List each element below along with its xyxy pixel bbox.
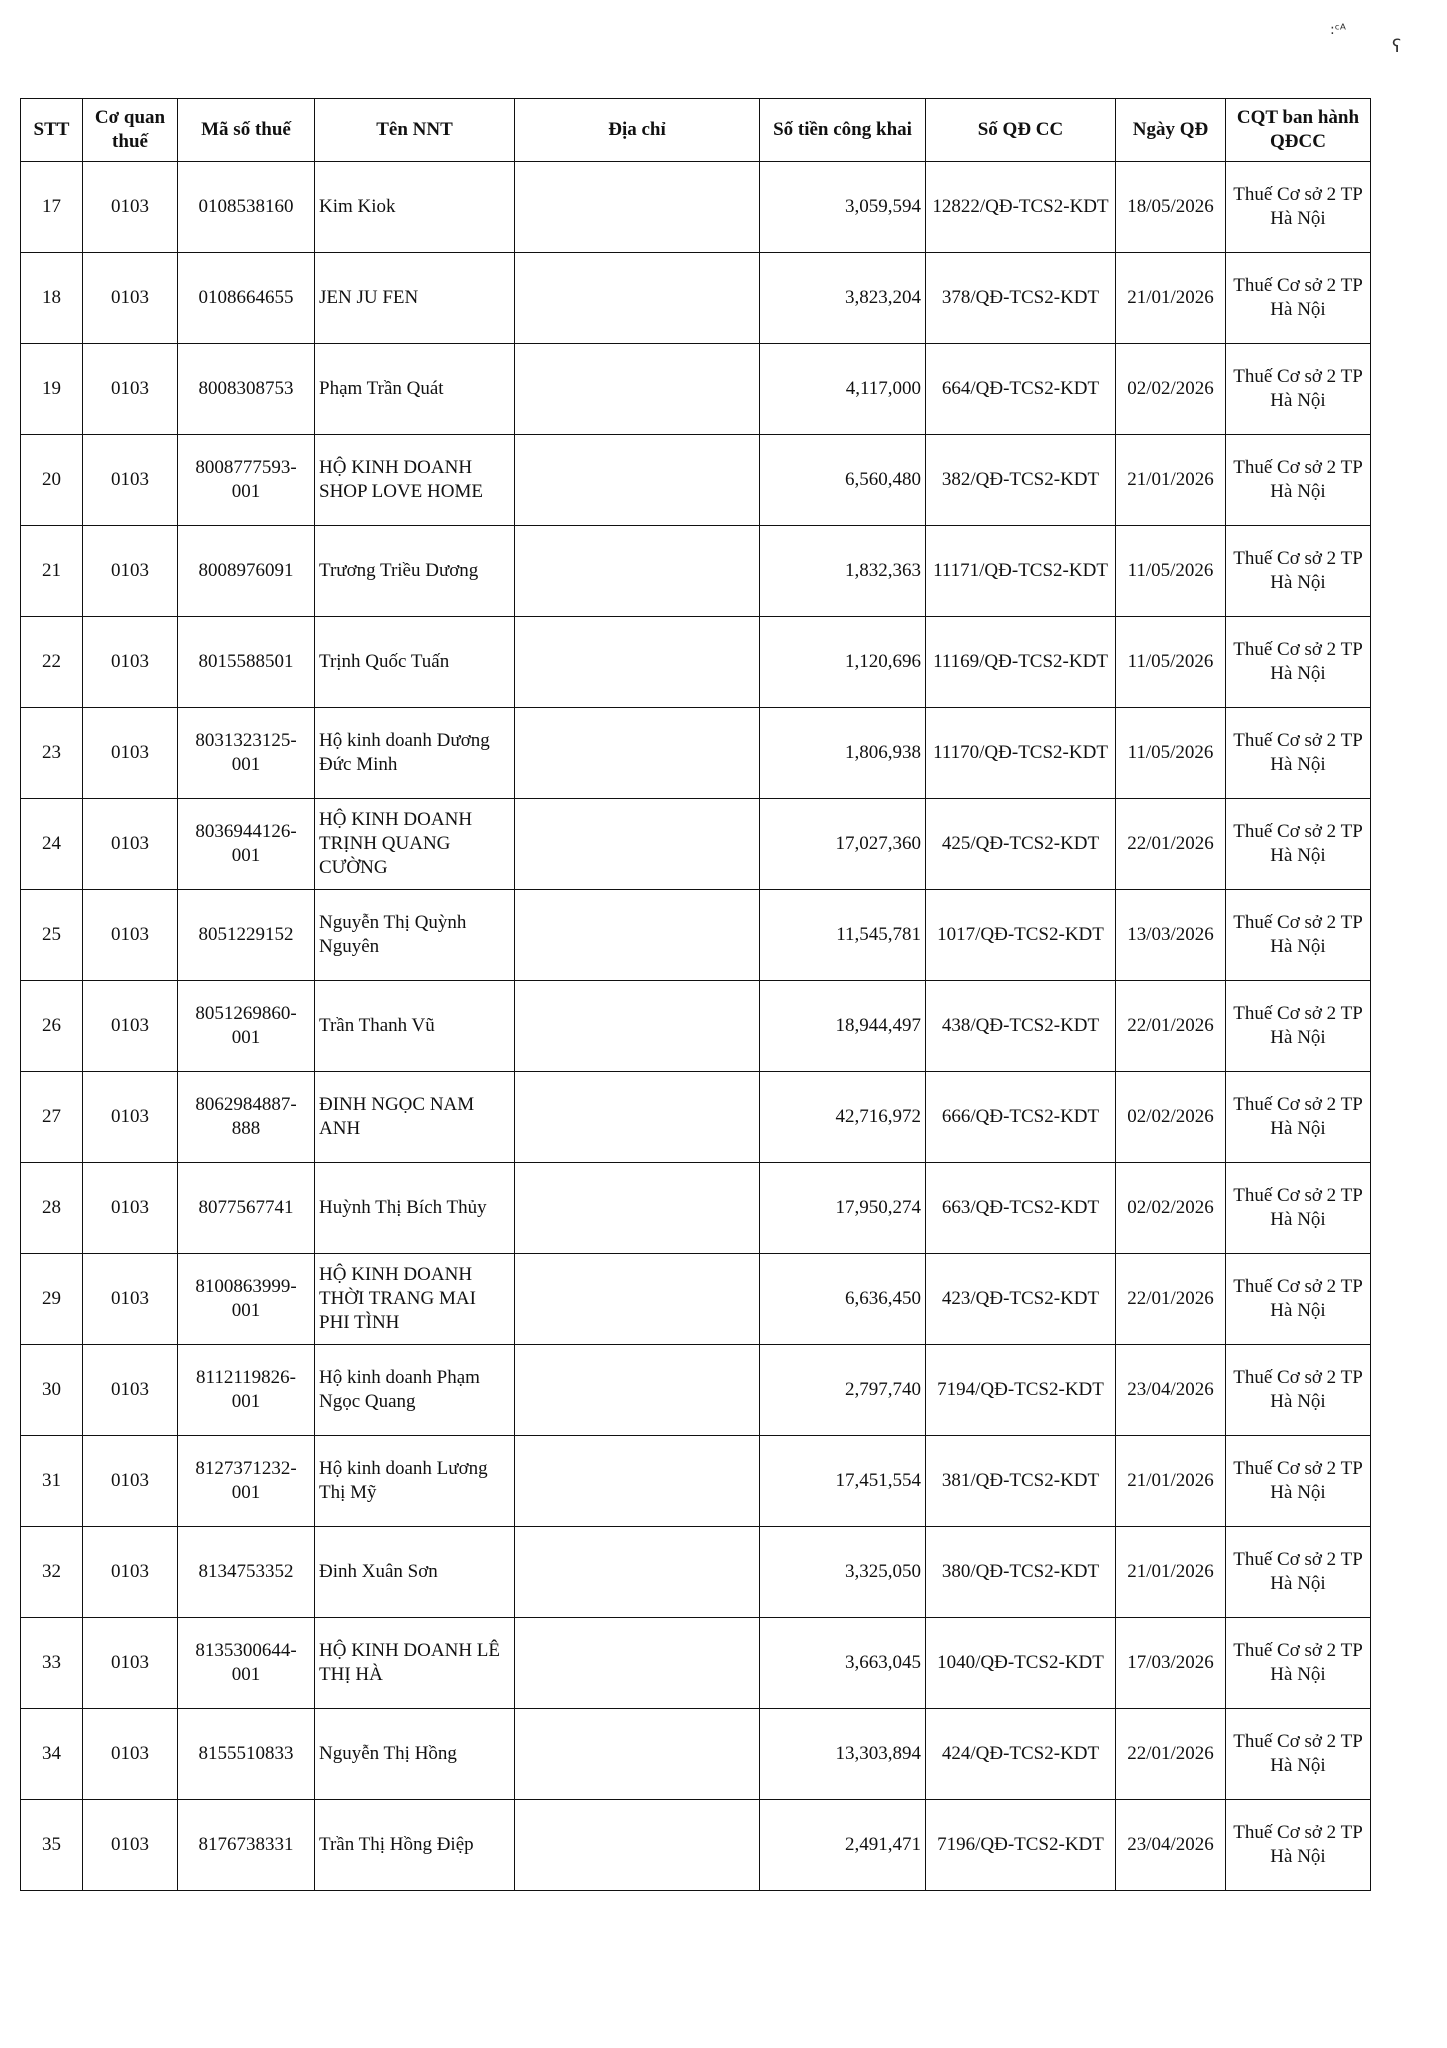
- cell-ten-nnt: Trần Thị Hồng Điệp: [315, 1800, 515, 1891]
- cell-stt: 34: [21, 1709, 83, 1800]
- cell-cqt: Thuế Cơ sở 2 TP Hà Nội: [1226, 1618, 1371, 1709]
- cell-co-quan-thue: 0103: [83, 617, 178, 708]
- table-row: [21, 344, 1371, 435]
- cell-ngay-qd: 17/03/2026: [1116, 1618, 1226, 1709]
- cell-so-qd: 7194/QĐ-TCS2-KDT: [926, 1345, 1116, 1436]
- cell-so-qd: 11171/QĐ-TCS2-KDT: [926, 526, 1116, 617]
- cell-stt: 20: [21, 435, 83, 526]
- cell-so-tien: 2,491,471: [760, 1800, 926, 1891]
- cell-co-quan-thue: 0103: [83, 435, 178, 526]
- cell-co-quan-thue: 0103: [83, 799, 178, 890]
- cell-so-tien: 3,823,204: [760, 253, 926, 344]
- cell-dia-chi: [515, 1800, 760, 1891]
- cell-cqt: Thuế Cơ sở 2 TP Hà Nội: [1226, 1527, 1371, 1618]
- cell-dia-chi: [515, 981, 760, 1072]
- cell-ten-nnt: Hộ kinh doanh Lương Thị Mỹ: [315, 1436, 515, 1527]
- table-row: [21, 890, 1371, 981]
- cell-so-tien: 3,059,594: [760, 162, 926, 253]
- cell-stt: 29: [21, 1254, 83, 1345]
- table-row: [21, 1436, 1371, 1527]
- cell-so-qd: 666/QĐ-TCS2-KDT: [926, 1072, 1116, 1163]
- cell-ngay-qd: 23/04/2026: [1116, 1800, 1226, 1891]
- cell-ten-nnt: Trần Thanh Vũ: [315, 981, 515, 1072]
- cell-so-qd: 425/QĐ-TCS2-KDT: [926, 799, 1116, 890]
- cell-co-quan-thue: 0103: [83, 1436, 178, 1527]
- cell-cqt: Thuế Cơ sở 2 TP Hà Nội: [1226, 253, 1371, 344]
- cell-ten-nnt: Hộ kinh doanh Dương Đức Minh: [315, 708, 515, 799]
- table-body: [21, 162, 1371, 1891]
- cell-ngay-qd: 22/01/2026: [1116, 981, 1226, 1072]
- cell-so-qd: 380/QĐ-TCS2-KDT: [926, 1527, 1116, 1618]
- cell-so-tien: 17,027,360: [760, 799, 926, 890]
- cell-ma-so-thue: 8008777593-001: [178, 435, 315, 526]
- table-row: [21, 253, 1371, 344]
- cell-dia-chi: [515, 1345, 760, 1436]
- cell-dia-chi: [515, 253, 760, 344]
- cell-ma-so-thue: 8100863999-001: [178, 1254, 315, 1345]
- cell-ten-nnt: HỘ KINH DOANH THỜI TRANG MAI PHI TÌNH: [315, 1254, 515, 1345]
- cell-cqt: Thuế Cơ sở 2 TP Hà Nội: [1226, 617, 1371, 708]
- header-row: [21, 99, 1371, 162]
- cell-cqt: Thuế Cơ sở 2 TP Hà Nội: [1226, 526, 1371, 617]
- cell-so-tien: 1,806,938: [760, 708, 926, 799]
- cell-ten-nnt: Trịnh Quốc Tuấn: [315, 617, 515, 708]
- cell-co-quan-thue: 0103: [83, 981, 178, 1072]
- cell-stt: 32: [21, 1527, 83, 1618]
- cell-co-quan-thue: 0103: [83, 708, 178, 799]
- cell-dia-chi: [515, 799, 760, 890]
- cell-ten-nnt: HỘ KINH DOANH LÊ THỊ HÀ: [315, 1618, 515, 1709]
- cell-ma-so-thue: 8036944126-001: [178, 799, 315, 890]
- cell-dia-chi: [515, 435, 760, 526]
- cell-dia-chi: [515, 344, 760, 435]
- cell-ngay-qd: 21/01/2026: [1116, 435, 1226, 526]
- col-so-tien: Số tiền công khai: [760, 99, 926, 162]
- cell-so-qd: 423/QĐ-TCS2-KDT: [926, 1254, 1116, 1345]
- cell-ma-so-thue: 8134753352: [178, 1527, 315, 1618]
- cell-ten-nnt: HỘ KINH DOANH SHOP LOVE HOME: [315, 435, 515, 526]
- cell-stt: 33: [21, 1618, 83, 1709]
- cell-stt: 21: [21, 526, 83, 617]
- cell-so-qd: 12822/QĐ-TCS2-KDT: [926, 162, 1116, 253]
- cell-cqt: Thuế Cơ sở 2 TP Hà Nội: [1226, 981, 1371, 1072]
- cell-dia-chi: [515, 708, 760, 799]
- cell-ten-nnt: Nguyễn Thị Quỳnh Nguyên: [315, 890, 515, 981]
- cell-so-qd: 382/QĐ-TCS2-KDT: [926, 435, 1116, 526]
- cell-ma-so-thue: 8155510833: [178, 1709, 315, 1800]
- cell-so-qd: 381/QĐ-TCS2-KDT: [926, 1436, 1116, 1527]
- cell-ma-so-thue: 8008976091: [178, 526, 315, 617]
- cell-cqt: Thuế Cơ sở 2 TP Hà Nội: [1226, 1436, 1371, 1527]
- table-row: [21, 1254, 1371, 1345]
- cell-ngay-qd: 23/04/2026: [1116, 1345, 1226, 1436]
- cell-co-quan-thue: 0103: [83, 890, 178, 981]
- cell-co-quan-thue: 0103: [83, 1800, 178, 1891]
- cell-stt: 23: [21, 708, 83, 799]
- cell-dia-chi: [515, 526, 760, 617]
- cell-cqt: Thuế Cơ sở 2 TP Hà Nội: [1226, 435, 1371, 526]
- cell-ma-so-thue: 8112119826-001: [178, 1345, 315, 1436]
- cell-ma-so-thue: 8051269860-001: [178, 981, 315, 1072]
- cell-stt: 22: [21, 617, 83, 708]
- cell-cqt: Thuế Cơ sở 2 TP Hà Nội: [1226, 1163, 1371, 1254]
- cell-so-tien: 3,663,045: [760, 1618, 926, 1709]
- cell-co-quan-thue: 0103: [83, 1345, 178, 1436]
- cell-dia-chi: [515, 1436, 760, 1527]
- cell-co-quan-thue: 0103: [83, 344, 178, 435]
- cell-so-tien: 1,120,696: [760, 617, 926, 708]
- cell-co-quan-thue: 0103: [83, 1709, 178, 1800]
- cell-so-qd: 424/QĐ-TCS2-KDT: [926, 1709, 1116, 1800]
- cell-cqt: Thuế Cơ sở 2 TP Hà Nội: [1226, 708, 1371, 799]
- cell-so-tien: 18,944,497: [760, 981, 926, 1072]
- table-row: [21, 981, 1371, 1072]
- cell-cqt: Thuế Cơ sở 2 TP Hà Nội: [1226, 1709, 1371, 1800]
- table-row: [21, 617, 1371, 708]
- table-row: [21, 162, 1371, 253]
- cell-ma-so-thue: 8031323125-001: [178, 708, 315, 799]
- table-row: [21, 708, 1371, 799]
- cell-dia-chi: [515, 617, 760, 708]
- cell-cqt: Thuế Cơ sở 2 TP Hà Nội: [1226, 1800, 1371, 1891]
- cell-ten-nnt: ĐINH NGỌC NAM ANH: [315, 1072, 515, 1163]
- cell-ngay-qd: 21/01/2026: [1116, 253, 1226, 344]
- cell-cqt: Thuế Cơ sở 2 TP Hà Nội: [1226, 1345, 1371, 1436]
- cell-stt: 18: [21, 253, 83, 344]
- cell-so-qd: 663/QĐ-TCS2-KDT: [926, 1163, 1116, 1254]
- cell-ngay-qd: 11/05/2026: [1116, 708, 1226, 799]
- cell-stt: 27: [21, 1072, 83, 1163]
- cell-so-tien: 3,325,050: [760, 1527, 926, 1618]
- cell-ten-nnt: Đinh Xuân Sơn: [315, 1527, 515, 1618]
- cell-ngay-qd: 02/02/2026: [1116, 1072, 1226, 1163]
- cell-stt: 30: [21, 1345, 83, 1436]
- taxpayer-table-container: [20, 98, 1370, 1891]
- cell-so-tien: 11,545,781: [760, 890, 926, 981]
- cell-co-quan-thue: 0103: [83, 1618, 178, 1709]
- col-ma-so-thue: Mã số thuế: [178, 99, 315, 162]
- cell-dia-chi: [515, 1254, 760, 1345]
- cell-stt: 17: [21, 162, 83, 253]
- table-row: [21, 1163, 1371, 1254]
- cell-stt: 19: [21, 344, 83, 435]
- col-dia-chi: Địa chỉ: [515, 99, 760, 162]
- cell-so-qd: 1040/QĐ-TCS2-KDT: [926, 1618, 1116, 1709]
- cell-co-quan-thue: 0103: [83, 1527, 178, 1618]
- cell-ma-so-thue: 8176738331: [178, 1800, 315, 1891]
- cell-so-tien: 17,451,554: [760, 1436, 926, 1527]
- col-cqt: CQT ban hành QĐCC: [1226, 99, 1371, 162]
- cell-dia-chi: [515, 1072, 760, 1163]
- cell-ma-so-thue: 8062984887-888: [178, 1072, 315, 1163]
- cell-cqt: Thuế Cơ sở 2 TP Hà Nội: [1226, 1254, 1371, 1345]
- table-row: [21, 1709, 1371, 1800]
- cell-ma-so-thue: 0108664655: [178, 253, 315, 344]
- cell-co-quan-thue: 0103: [83, 162, 178, 253]
- cell-ngay-qd: 21/01/2026: [1116, 1527, 1226, 1618]
- cell-ma-so-thue: 8051229152: [178, 890, 315, 981]
- table-row: [21, 435, 1371, 526]
- cell-ngay-qd: 02/02/2026: [1116, 1163, 1226, 1254]
- cell-ten-nnt: Kim Kiok: [315, 162, 515, 253]
- cell-ngay-qd: 21/01/2026: [1116, 1436, 1226, 1527]
- cell-ma-so-thue: 8077567741: [178, 1163, 315, 1254]
- cell-co-quan-thue: 0103: [83, 253, 178, 344]
- cell-dia-chi: [515, 1527, 760, 1618]
- cell-so-tien: 42,716,972: [760, 1072, 926, 1163]
- cell-ngay-qd: 22/01/2026: [1116, 1254, 1226, 1345]
- cell-ngay-qd: 22/01/2026: [1116, 1709, 1226, 1800]
- cell-ngay-qd: 13/03/2026: [1116, 890, 1226, 981]
- cell-dia-chi: [515, 890, 760, 981]
- cell-ten-nnt: Nguyễn Thị Hồng: [315, 1709, 515, 1800]
- cell-ngay-qd: 22/01/2026: [1116, 799, 1226, 890]
- cell-co-quan-thue: 0103: [83, 1072, 178, 1163]
- col-co-quan-thue: Cơ quan thuế: [83, 99, 178, 162]
- cell-ten-nnt: JEN JU FEN: [315, 253, 515, 344]
- cell-co-quan-thue: 0103: [83, 526, 178, 617]
- cell-so-tien: 6,636,450: [760, 1254, 926, 1345]
- table-row: [21, 1800, 1371, 1891]
- cell-ten-nnt: Huỳnh Thị Bích Thủy: [315, 1163, 515, 1254]
- cell-stt: 31: [21, 1436, 83, 1527]
- cell-ma-so-thue: 8008308753: [178, 344, 315, 435]
- cell-dia-chi: [515, 1163, 760, 1254]
- col-ten-nnt: Tên NNT: [315, 99, 515, 162]
- cell-ten-nnt: Trương Triều Dương: [315, 526, 515, 617]
- table-row: [21, 526, 1371, 617]
- col-ngay-qd: Ngày QĐ: [1116, 99, 1226, 162]
- cell-ngay-qd: 02/02/2026: [1116, 344, 1226, 435]
- cell-cqt: Thuế Cơ sở 2 TP Hà Nội: [1226, 162, 1371, 253]
- cell-ten-nnt: Hộ kinh doanh Phạm Ngọc Quang: [315, 1345, 515, 1436]
- cell-so-qd: 664/QĐ-TCS2-KDT: [926, 344, 1116, 435]
- cell-ngay-qd: 11/05/2026: [1116, 526, 1226, 617]
- cell-ngay-qd: 11/05/2026: [1116, 617, 1226, 708]
- cell-stt: 26: [21, 981, 83, 1072]
- cell-ma-so-thue: 0108538160: [178, 162, 315, 253]
- cell-so-qd: 11169/QĐ-TCS2-KDT: [926, 617, 1116, 708]
- cell-cqt: Thuế Cơ sở 2 TP Hà Nội: [1226, 1072, 1371, 1163]
- col-stt: STT: [21, 99, 83, 162]
- cell-ma-so-thue: 8015588501: [178, 617, 315, 708]
- table-row: [21, 1618, 1371, 1709]
- cell-cqt: Thuế Cơ sở 2 TP Hà Nội: [1226, 344, 1371, 435]
- cell-dia-chi: [515, 1709, 760, 1800]
- table-row: [21, 1527, 1371, 1618]
- cell-co-quan-thue: 0103: [83, 1163, 178, 1254]
- cell-ten-nnt: HỘ KINH DOANH TRỊNH QUANG CƯỜNG: [315, 799, 515, 890]
- cell-so-tien: 17,950,274: [760, 1163, 926, 1254]
- cell-stt: 28: [21, 1163, 83, 1254]
- table-row: [21, 799, 1371, 890]
- cell-ma-so-thue: 8135300644-001: [178, 1618, 315, 1709]
- cell-cqt: Thuế Cơ sở 2 TP Hà Nội: [1226, 799, 1371, 890]
- cell-dia-chi: [515, 162, 760, 253]
- table-row: [21, 1072, 1371, 1163]
- cell-stt: 25: [21, 890, 83, 981]
- cell-stt: 35: [21, 1800, 83, 1891]
- table-row: [21, 1345, 1371, 1436]
- cell-so-tien: 6,560,480: [760, 435, 926, 526]
- cell-so-tien: 2,797,740: [760, 1345, 926, 1436]
- taxpayer-table: [20, 98, 1371, 1891]
- cell-so-qd: 438/QĐ-TCS2-KDT: [926, 981, 1116, 1072]
- scan-mark: :ᶜᴬ: [1330, 22, 1346, 38]
- cell-so-qd: 1017/QĐ-TCS2-KDT: [926, 890, 1116, 981]
- cell-co-quan-thue: 0103: [83, 1254, 178, 1345]
- cell-ma-so-thue: 8127371232-001: [178, 1436, 315, 1527]
- cell-ngay-qd: 18/05/2026: [1116, 162, 1226, 253]
- cell-cqt: Thuế Cơ sở 2 TP Hà Nội: [1226, 890, 1371, 981]
- cell-dia-chi: [515, 1618, 760, 1709]
- col-so-qd: Số QĐ CC: [926, 99, 1116, 162]
- cell-so-qd: 7196/QĐ-TCS2-KDT: [926, 1800, 1116, 1891]
- cell-ten-nnt: Phạm Trần Quát: [315, 344, 515, 435]
- cell-so-tien: 13,303,894: [760, 1709, 926, 1800]
- cell-so-tien: 4,117,000: [760, 344, 926, 435]
- cell-stt: 24: [21, 799, 83, 890]
- cell-so-tien: 1,832,363: [760, 526, 926, 617]
- cell-so-qd: 11170/QĐ-TCS2-KDT: [926, 708, 1116, 799]
- cell-so-qd: 378/QĐ-TCS2-KDT: [926, 253, 1116, 344]
- scan-mark: ʕ: [1392, 36, 1402, 57]
